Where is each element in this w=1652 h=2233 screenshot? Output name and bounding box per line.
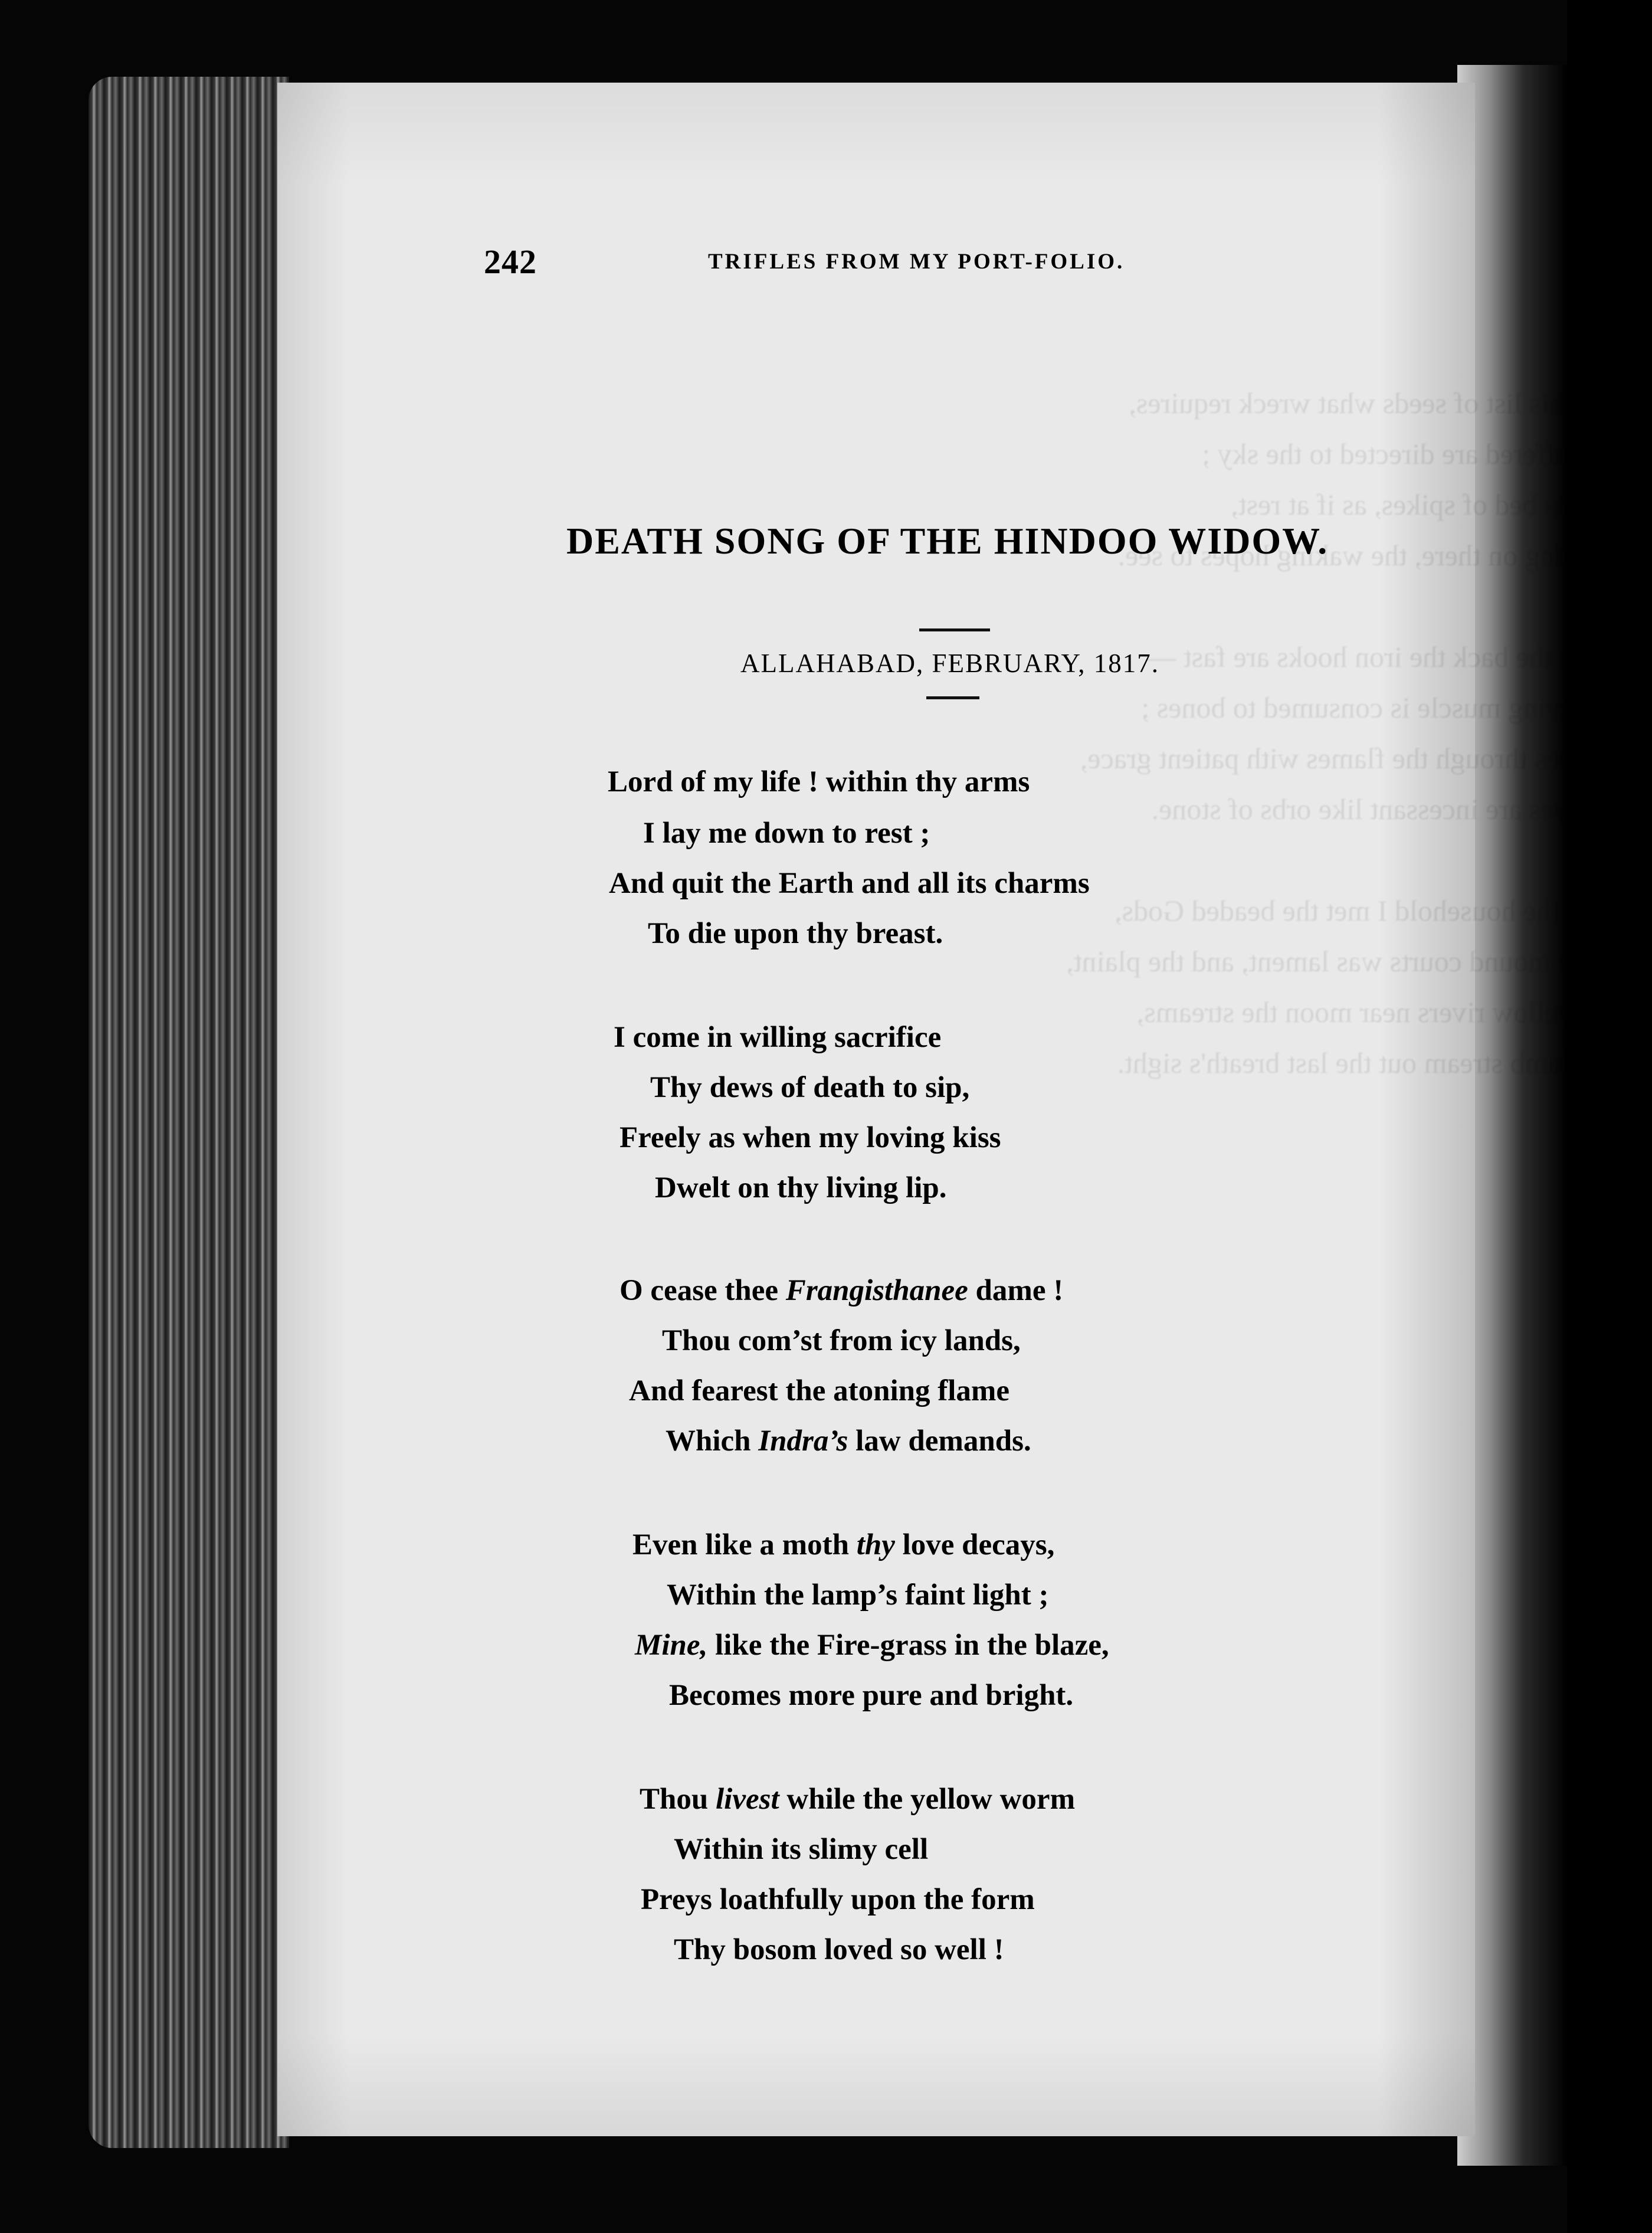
poem-title: DEATH SONG OF THE HINDOO WIDOW.: [566, 520, 1329, 562]
line-text: love decays,: [894, 1528, 1055, 1561]
page-number: 242: [484, 243, 537, 281]
poem-line: To die upon thy breast.: [648, 917, 943, 950]
poem-line: And fearest the atoning flame: [629, 1374, 1009, 1407]
line-text: law demands.: [848, 1425, 1031, 1458]
poem-line: [635, 1628, 1109, 1662]
poem-line: [632, 1528, 1054, 1562]
line-text: like the Fire-grass in the blaze,: [707, 1629, 1109, 1662]
poem-line: And quit the Earth and all its charms: [609, 867, 1090, 900]
book-page-edges: [88, 77, 289, 2148]
running-head: [484, 242, 1475, 283]
poem-line: [640, 1782, 1075, 1816]
poem-line: Thou com’st from icy lands,: [662, 1324, 1021, 1357]
poem-line: I lay me down to rest ;: [643, 817, 930, 850]
line-text: dame !: [968, 1274, 1064, 1307]
line-text: O cease thee: [620, 1274, 786, 1307]
poem-line: [666, 1424, 1031, 1458]
title-rule-bottom: [926, 696, 979, 699]
poem-line: Thy bosom loved so well !: [674, 1933, 1004, 1966]
poem-line: Preys loathfully upon the form: [641, 1883, 1035, 1916]
line-text: while the yellow worm: [779, 1783, 1076, 1816]
poem-line: Dwelt on thy living lip.: [655, 1171, 947, 1204]
poem-line: Thy dews of death to sip,: [650, 1071, 970, 1104]
poem-line: Within the lamp’s faint light ;: [667, 1579, 1049, 1612]
line-text: Thou: [640, 1783, 716, 1816]
poem-line: I come in willing sacrifice: [614, 1021, 942, 1054]
line-text: Which: [666, 1425, 759, 1458]
running-title: TRIFLES FROM MY PORT-FOLIO.: [708, 250, 1125, 274]
book-page: [277, 83, 1652, 2136]
line-text: Even like a moth: [632, 1528, 857, 1561]
line-italic: Indra’s: [758, 1425, 848, 1458]
line-italic: livest: [716, 1783, 779, 1816]
poem-dateline: ALLAHABAD, FEBRUARY, 1817.: [740, 649, 1159, 678]
poem-line: Freely as when my loving kiss: [620, 1121, 1001, 1154]
poem-line: Lord of my life ! within thy arms: [608, 765, 1030, 798]
line-italic: thy: [856, 1528, 895, 1561]
line-italic: Mine,: [635, 1629, 708, 1662]
poem-line: [620, 1273, 1063, 1308]
line-italic: Frangisthanee: [785, 1274, 968, 1307]
poem-line: Within its slimy cell: [674, 1833, 929, 1866]
title-rule-top: [919, 628, 990, 631]
poem-line: Becomes more pure and bright.: [669, 1679, 1074, 1712]
bleed-through-texture: Within his list of seeds what wreck requires, His suffered are directed to the sky ; Upon his bed of spikes, as if at rest, Carrying on there, the waking hopes to see. Deep in the back the iron hooks are fast — The living muscle is consumed to bones ; He passes through the flames with patient grace, His eyes are incessant like orbs of stone. Behind the household I met the beaded Gods, At the mound courts was lament, and the plaint, While yellow rivers near moon the streams, The dumb stream out the last breath's sight.: [1066, 387, 1652, 1079]
